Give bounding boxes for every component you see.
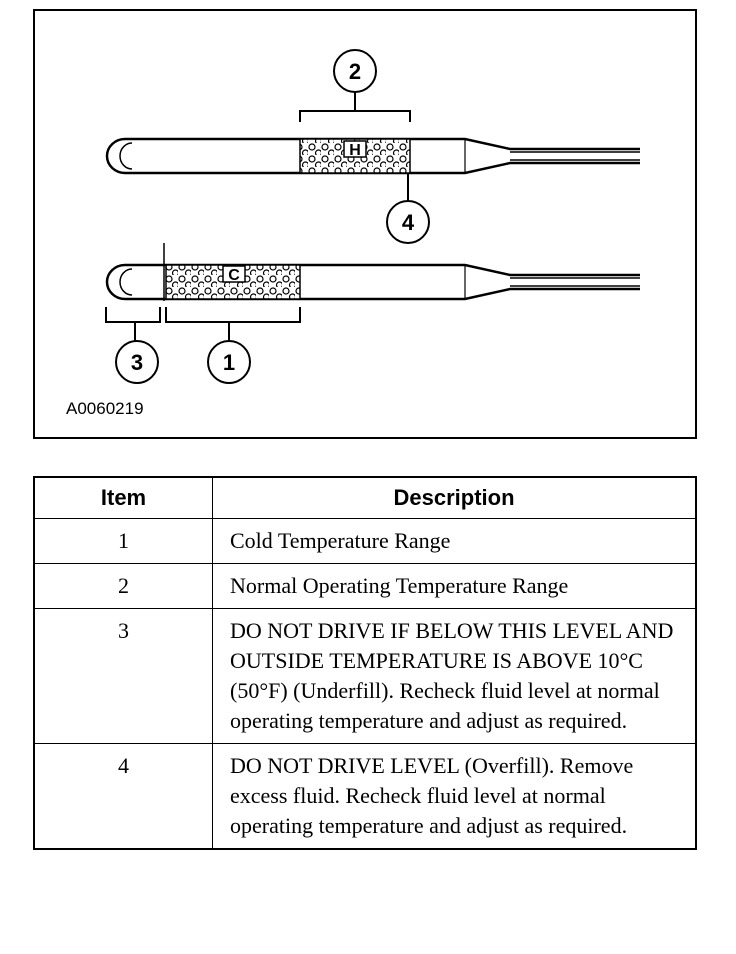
bracket-item-3 [106,307,160,322]
svg-text:4: 4 [401,210,415,235]
dipstick-illustration [35,11,699,441]
table-row [34,564,696,609]
header-description: Description [213,477,697,519]
dipstick-upper [107,91,640,201]
hot-mark-label: H [349,142,361,159]
dipstick-figure [33,9,697,439]
item-number: 4 [34,744,213,850]
svg-text:3: 3 [130,350,144,375]
item-description: Cold Temperature Range [213,519,697,564]
item-description: DO NOT DRIVE IF BELOW THIS LEVEL AND OUTSIDE TEMPERATURE IS ABOVE 10°C (50°F) (Underfill). Recheck fluid level at normal operating temperature and adjust as required. [213,609,697,744]
table-header-row [34,477,696,519]
item-number: 2 [34,564,213,609]
bracket-item-1 [166,307,300,322]
figure-id: A0060219 [66,399,144,418]
svg-text:1: 1 [222,350,236,375]
item-number: 1 [34,519,213,564]
table-row [34,609,696,744]
table-row [34,744,696,850]
cold-mark-label: C [228,267,240,284]
header-item: Item [34,477,213,519]
svg-text:2: 2 [348,59,362,84]
legend-table [33,476,697,850]
callout-2 [334,50,376,92]
callout-4 [387,201,429,243]
table-row [34,519,696,564]
item-description: Normal Operating Temperature Range [213,564,697,609]
item-description: DO NOT DRIVE LEVEL (Overfill). Remove excess fluid. Recheck fluid level at normal operating temperature and adjust as required. [213,744,697,850]
bracket-item-2 [300,111,410,122]
callout-1 [208,341,250,383]
dipstick-lower [106,243,640,341]
item-number: 3 [34,609,213,744]
callout-3 [116,341,158,383]
